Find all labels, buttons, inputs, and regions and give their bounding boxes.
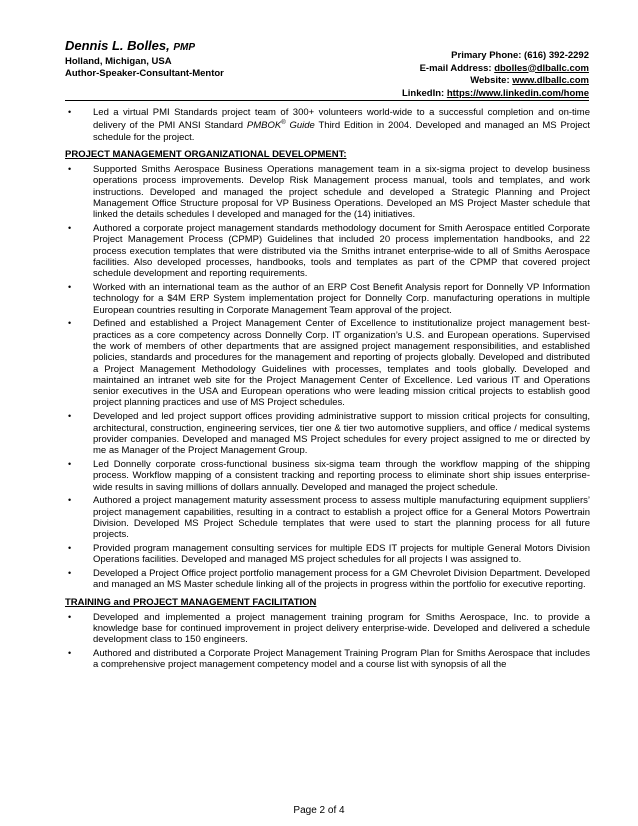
bullet-text: Led Donnelly corporate cross-functional business six-sigma team through the workflow mapping of the shipping process. Workflow mapping of a consistent tracking and reporting process to eliminate short ship issues enterprise-wide results in saving millions of dollars annually. Developed and managed the project schedule. — [93, 458, 590, 493]
list-item — [65, 495, 590, 540]
list-item — [65, 318, 590, 408]
bullet-text: Authored and distributed a Corporate Project Management Training Program Plan for Smiths Aerospace that includes a comprehensive project management competency model and a course list with synopsis of all the — [93, 648, 590, 671]
list-item — [65, 223, 590, 279]
bullet-icon: • — [68, 107, 72, 117]
author-location: Holland, Michigan, USA — [65, 56, 172, 67]
author-name — [65, 38, 315, 56]
header-divider — [65, 100, 589, 101]
author-credential: PMP — [173, 42, 196, 53]
bullet-icon: • — [68, 164, 72, 175]
bullet-icon: • — [68, 318, 72, 329]
registered-mark: ® — [281, 120, 286, 127]
list-item — [65, 164, 590, 220]
bullet-text: Worked with an international team as the author of an ERP Cost Benefit Analysis report for Donnelly VP Information technology for a $4M ERP System implementation project for Donnelly Corp. manufacturing operations in multiple European countries resulting in Corporate Management Team approval of the project. — [93, 282, 590, 316]
website-link[interactable]: www.dlballc.com — [512, 75, 589, 86]
email-label: E-mail Address: — [419, 62, 492, 74]
resume-body — [65, 107, 590, 673]
author-title: Author-Speaker-Consultant-Mentor — [65, 68, 224, 79]
bullet-icon: • — [68, 568, 72, 579]
list-item — [65, 612, 590, 646]
bullet-icon: • — [68, 611, 72, 622]
bullet-icon: • — [68, 543, 72, 554]
list-item — [65, 411, 590, 456]
guide-italic: Guide — [289, 120, 315, 132]
website-label: Website: — [470, 75, 510, 86]
linkedin-label: LinkedIn: — [401, 87, 445, 99]
list-item — [65, 568, 590, 591]
bullet-text: Provided program management consulting services for multiple EDS IT projects for multiple General Motors Division Operations facilities. Developed and managed MS project schedules for all projects I was assigned to. — [93, 543, 590, 566]
bullet-text: Authored a project management maturity assessment process to assess multiple manufacturing equipment suppliers’ project management capabilities, resulting in a contract to establish a project office for a General Motors Powertrain Division. Developed MS Project Schedule templates that were used to start the planning process for all future projects. — [93, 495, 590, 541]
contact-identity — [65, 38, 315, 80]
bullet-icon: • — [68, 458, 72, 469]
bullet-text: Developed and implemented a project management training program for Smiths Aerospace, Inc. to provide a knowledge base for continued improvement in project delivery enterprise-wide. Developed and delivered a schedule development class to 150 engineers. — [93, 611, 590, 646]
section-heading: TRAINING and PROJECT MANAGEMENT FACILITATION — [65, 596, 317, 608]
bullet-list — [65, 612, 590, 671]
bullet-icon: • — [68, 495, 72, 506]
bullet-text: Led a virtual PMI Standards project team of 300+ volunteers world-wide to a successful completion and on-time delivery of the PMI ANSI Standard — [93, 107, 590, 132]
list-item — [65, 459, 590, 493]
website-line — [309, 75, 589, 88]
bullet-icon: • — [68, 223, 72, 234]
linkedin-line — [309, 88, 589, 101]
resume-header — [65, 38, 589, 98]
list-item — [65, 107, 590, 143]
pmbok-italic: PMBOK — [246, 120, 282, 132]
intro-list — [65, 107, 590, 143]
bullet-text: Developed and led project support offices providing administrative support to mission critical projects for consulting, architectural, construction, engineering services, tier one & tier two automotive suppliers, and office / medical systems provider companies. Developed and managed MS Project schedules for every project assigned to me or directed by me as Manager of the Project Management Group. — [93, 411, 590, 457]
bullet-list — [65, 164, 590, 591]
bullet-text: Developed a Project Office project portfolio management process for a GM Chevrolet Division Department. Developed and managed an MS Master schedule linking all of the projects in progress within the portfolio for executive reporting. — [93, 568, 590, 591]
sections-container — [65, 149, 590, 671]
bullet-icon: • — [68, 648, 72, 659]
bullet-text: Supported Smiths Aerospace Business Operations management team in a six-sigma project to develop business operations process improvements. Develop Risk Management process manual, tools and templates, and work instructions. Developed and managed the project schedule and developed a Strategic Planning and Project Management Office Structure proposal for VP Business Operations. Developed an MS Project Master schedule that linked the details schedules I developed and managed for the (14) initiatives. — [93, 164, 590, 221]
linkedin-link[interactable]: https://www.linkedin.com/home — [446, 87, 589, 99]
bullet-icon: • — [68, 411, 72, 422]
bullet-text: Authored a corporate project management standards methodology document for Smith Aerospace entitled Corporate Project Management Process (CPMP) Guidelines that included 20 process implementation handbooks, and 22 process execution templates that were distributed via the Smiths intranet enterprise-wide to all of Smiths Aerospace facilities. Also developed processes, handbooks, tools and templates as part of the CPMP that covered project schedule development and reporting requirements. — [93, 223, 590, 280]
phone-line: Primary Phone: (616) 392-2292 — [451, 50, 589, 61]
list-item — [65, 648, 590, 671]
contact-details — [309, 50, 589, 100]
section-heading: PROJECT MANAGEMENT ORGANIZATIONAL DEVELOPMENT: — [65, 149, 347, 161]
bullet-text: Defined and established a Project Management Center of Excellence to institutionalize project management best-practices as a core competency across Donnelly Corp. IT organization’s U.S. and European operations. Supervised the work of members of other departments that are assigned project management responsibilities, and established policies, standards and procedures for the management and reporting of projects globally. Developed and distributed a Project Management Methodology Guidelines with processes, templates and tools globally. Developed and maintained an intranet web site for the Project Management Center of Excellence. Led various IT and Operations senior executives in the USA and European operations who were leading mission critical projects to establish good project planning practices and use of MS Project schedules. — [93, 318, 590, 409]
bullet-text: Third Edition in 2004. Developed and managed an MS Project schedule for the project. — [93, 120, 591, 143]
list-item — [65, 282, 590, 316]
author-name-text: Dennis L. Bolles, — [65, 38, 170, 53]
list-item — [65, 543, 590, 566]
email-link[interactable]: dbolles@dlballc.com — [494, 62, 589, 74]
email-line — [309, 63, 589, 76]
page-number: Page 2 of 4 — [293, 805, 345, 816]
bullet-icon: • — [68, 282, 72, 293]
